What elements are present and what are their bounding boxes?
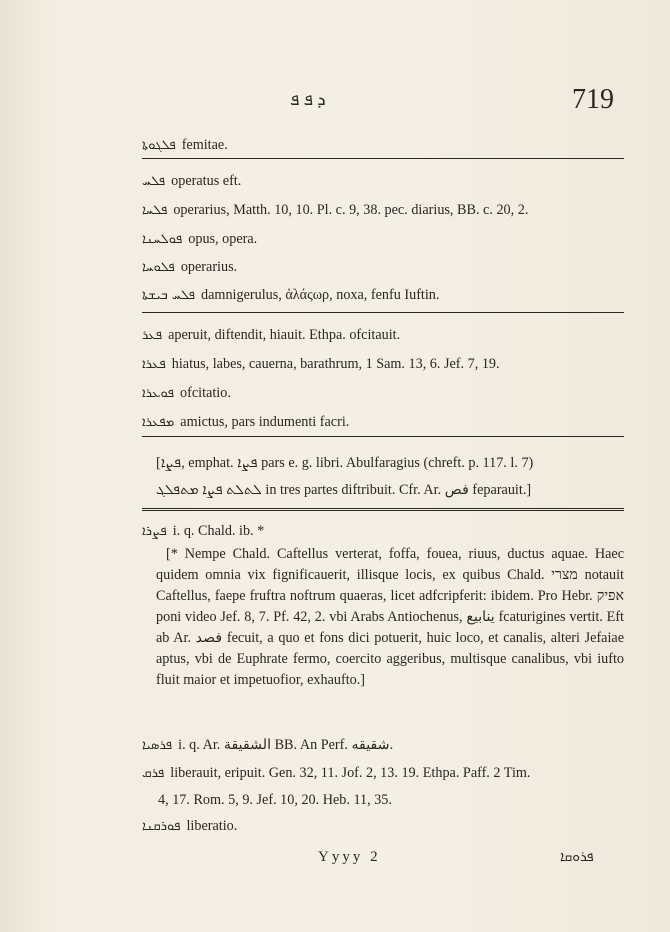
entry-continuation: 4, 17. Rom. 5, 9. Jef. 10, 20. Heb. 11, 35.: [158, 792, 392, 808]
page-number: 719: [572, 84, 614, 115]
page-header: [0, 84, 670, 118]
entry: ܦܘܪܩܢܐ liberatio.: [142, 818, 238, 834]
bracket-note-line: ܠܬܠܬ ܦܨܐ ܡܬܦܠܓ in tres partes diftribuit. Cfr. Ar. فص feparauit.]: [156, 482, 532, 498]
commentary-paragraph: [* Nempe Chald. Caftellus verterat, foffa, fouea, riuus, ductus aquae. Haec quidem omnia vix fignificauerit, illisque locis, ex quibus Chald. מצרי notauit Caftellus, faepe fruftra noftrum quaeras, licet adfcripferit: ibidem. Pro Hebr. אפיק poni video Jef. 8, 7. Pf. 42, 2. vbi Arabs Antiochenus, ينابيع fcaturigines vertit. Eft ab Ar. فصد fecuit, a quo et fons dici potuerit, huic loco, et canalis, alteri Jefaiae aptus, vbi de Euphrate fermo, coercito aggeribus, multisque canalibus, vbi iufto fluit maior et impetuofior, exhaufto.]: [156, 546, 625, 688]
entry: ܦܘܠܚܢܐ opus, opera.: [142, 231, 258, 247]
entry: ܦܥܪ aperuit, diftendit, hiauit. Ethpa. ofcitauit.: [142, 327, 401, 343]
entry: ܡܦܥܪܐ amictus, pars indumenti facri.: [142, 414, 350, 430]
entry: ܦܨܪܐ i. q. Chald. ib. *: [142, 523, 265, 539]
entry: ܦܘܥܪܐ ofcitatio.: [142, 385, 231, 401]
section-rule: [142, 312, 624, 313]
page-footer: [0, 849, 670, 873]
bracket-note-line: [ܦܨܐ, emphat. ܦܨܐ pars e. g. libri. Abulfaragius (chreft. p. 117. l. 7): [156, 455, 534, 471]
entry: ܦܠܚ ܒܝܫܬܐ damnigerulus, ἀλάςωρ, noxa, fenfu Iuftin.: [142, 287, 440, 303]
entry: ܦܠܚ operatus eft.: [142, 173, 242, 189]
entry: ܦܠܚܐ operarius, Matth. 10, 10. Pl. c. 9, 38. pec. diarius, BB. c. 20, 2.: [142, 202, 529, 218]
section-rule: [142, 436, 624, 437]
entry: ܦܠܘܚܐ operarius.: [142, 259, 238, 275]
entry: ܦܪܣܝܐ i. q. Ar. الشقيقة BB. An Perf. شقيقه.: [142, 737, 394, 753]
signature-mark: Yyyy 2: [318, 849, 381, 865]
running-head: ܕ ܦ ܦ: [290, 90, 326, 109]
entry: ܦܥܪܐ hiatus, labes, cauerna, barathrum, 1 Sam. 13, 6. Jef. 7, 19.: [142, 356, 500, 372]
section-rule: [142, 158, 624, 159]
catchword: ܦܪܘܩܐ: [560, 849, 594, 865]
entry: ܦܪܩ liberauit, eripuit. Gen. 32, 11. Jof. 2, 13. 19. Ethpa. Paff. 2 Tim.: [142, 765, 531, 781]
entry: ܦܠܓܘܬܐ femitae.: [142, 137, 228, 153]
section-rule: [142, 508, 624, 511]
